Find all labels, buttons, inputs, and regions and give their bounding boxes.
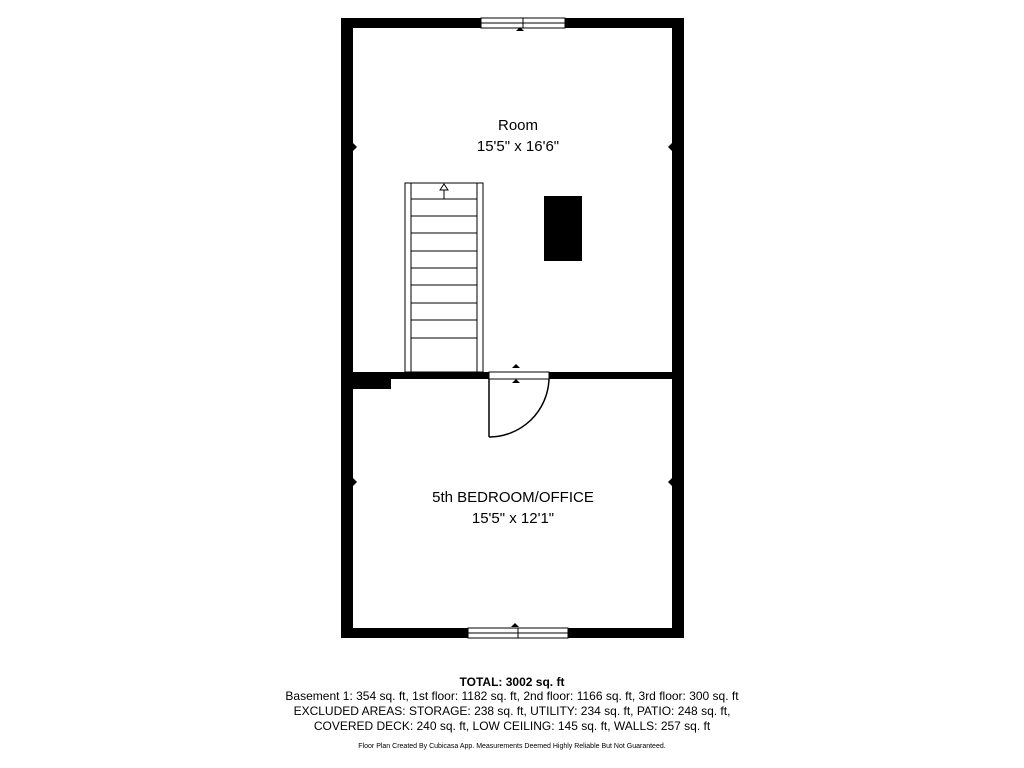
room-dimensions: 15'5" x 12'1" (471, 510, 555, 527)
excluded-areas-line-1: EXCLUDED AREAS: STORAGE: 238 sq. ft, UTILITY: 234 sq. ft, PATIO: 248 sq. ft, (293, 704, 731, 718)
floor-areas: Basement 1: 354 sq. ft, 1st floor: 1182 sq. ft, 2nd floor: 1166 sq. ft, 3rd floor: 300 sq. ft (285, 689, 739, 703)
dimension-markers (353, 143, 672, 486)
chimney-column (544, 196, 582, 261)
outer-walls (341, 18, 684, 638)
staircase (405, 183, 483, 372)
excluded-areas-line-2: COVERED DECK: 240 sq. ft, LOW CEILING: 145 sq. ft, WALLS: 257 sq. ft (313, 719, 711, 733)
window-top (481, 18, 565, 31)
room-label-upper (368, 115, 668, 157)
room-dimensions: 15'5" x 16'6" (476, 138, 560, 155)
total-area: TOTAL: 3002 sq. ft (459, 675, 565, 689)
door (489, 364, 549, 437)
room-name: 5th BEDROOM/OFFICE (432, 489, 594, 506)
room-name: Room (497, 117, 538, 134)
disclaimer: Floor Plan Created By Cubicasa App. Measurements Deemed Highly Reliable But Not Guaranteed. (358, 743, 666, 750)
room-label-lower (363, 487, 663, 529)
window-bottom (468, 623, 568, 638)
